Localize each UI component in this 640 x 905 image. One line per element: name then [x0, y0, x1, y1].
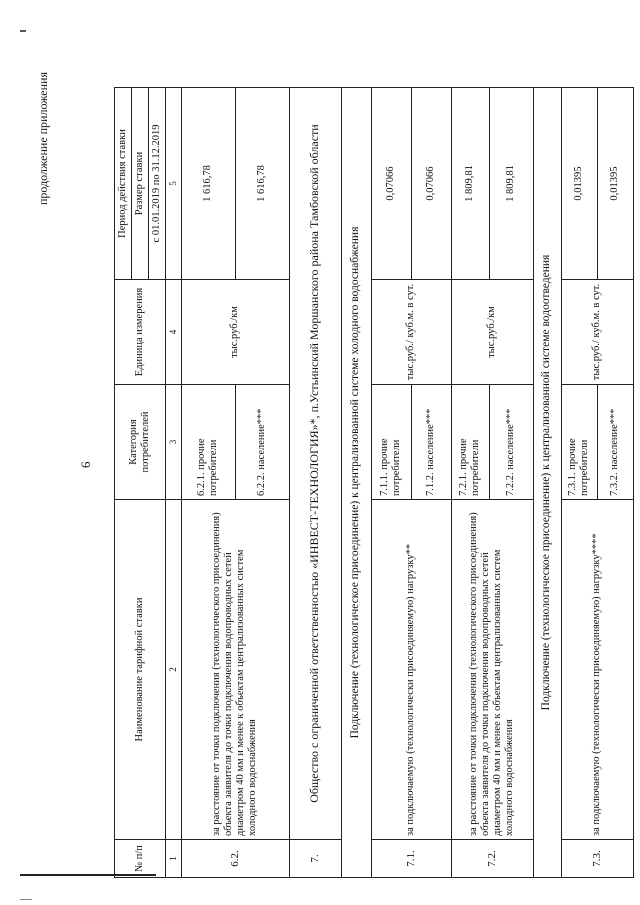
- organization-name: Общество с ограниченной ответственностью «ИНВЕСТ-ТЕХНОЛОГИЯ»*, п.Устьинский Моршанского района Тамбовской области: [289, 88, 341, 840]
- col-index: 4: [166, 280, 181, 385]
- rotated-page: [34, 60, 620, 900]
- col-index: 5: [166, 88, 181, 280]
- row-unit: тыс.руб./км: [451, 280, 533, 385]
- row-num: 7.: [289, 840, 341, 878]
- header-period-dates: с 01.01.2019 по 31.12.2019: [149, 88, 166, 280]
- row-num: 7.1.: [371, 840, 451, 878]
- row-category: 7.1.1. прочие потребители: [371, 385, 411, 500]
- row-category: 7.3.1. прочие потребители: [561, 385, 597, 500]
- table-row: [451, 88, 489, 878]
- row-value: 0,01395: [597, 88, 633, 280]
- header-name: Наименование тарифной ставки: [115, 500, 166, 840]
- table-row: [181, 88, 235, 878]
- section-row: [341, 88, 371, 878]
- row-value: 1 616,78: [235, 88, 289, 280]
- section-water-supply: Подключение (технологическое присоединение) к централизованной системе холодного водоснабжения: [341, 88, 371, 878]
- header-period: Период действия ставки: [115, 88, 132, 280]
- row-category: 7.2.1. прочие потребители: [451, 385, 489, 500]
- row-value: 0,01395: [561, 88, 597, 280]
- row-value: 0,07066: [411, 88, 451, 280]
- row-unit: тыс.руб./км: [181, 280, 289, 385]
- table-row: [371, 88, 411, 878]
- row-value: 1 809,81: [489, 88, 533, 280]
- page-number: 6: [78, 461, 93, 468]
- section-row: [533, 88, 561, 878]
- header-category: Категория потребителей: [115, 385, 166, 500]
- scan-mark-bottom: [20, 899, 32, 900]
- row-name: за подключаемую (технологически присоединяемую) нагрузку**: [371, 500, 451, 840]
- scan-mark-top: [20, 30, 26, 32]
- row-num: 7.3.: [561, 840, 633, 878]
- row-category: 7.2.2. население***: [489, 385, 533, 500]
- organization-row: [289, 88, 341, 878]
- row-unit: тыс.руб./ куб.м. в сут.: [371, 280, 451, 385]
- table-header-row: [115, 88, 132, 878]
- table-row: [561, 88, 597, 878]
- continuation-label: продолжение приложения: [36, 72, 50, 205]
- row-num: 7.2.: [451, 840, 533, 878]
- row-value: 1 616,78: [181, 88, 235, 280]
- row-category: 6.2.2. население***: [235, 385, 289, 500]
- section-wastewater: Подключение (технологическое присоединение) к централизованной системе водоотведения: [533, 88, 561, 878]
- row-category: 7.1.2. население***: [411, 385, 451, 500]
- row-value: 0,07066: [371, 88, 411, 280]
- col-index: 1: [166, 840, 181, 878]
- row-name: за расстояние от точки подключения (технологического присоединения) объекта заявителя до точки подключения водопроводных сетей диаметром 40 мм и менее к объектам централизованных систем холодного водоснабжения: [451, 500, 533, 840]
- col-index: 2: [166, 500, 181, 840]
- row-category: 7.3.2. население***: [597, 385, 633, 500]
- row-unit: тыс.руб./ куб.м. в сут.: [561, 280, 633, 385]
- header-num: № п/п: [115, 840, 166, 878]
- tariff-table: [114, 87, 634, 878]
- bottom-rule: [20, 874, 156, 876]
- header-rate-size: Размер ставки: [132, 88, 149, 280]
- row-num: 6.2.: [181, 840, 289, 878]
- column-index-row: [166, 88, 181, 878]
- col-index: 3: [166, 385, 181, 500]
- row-name: за расстояние от точки подключения (технологического присоединения) объекта заявителя до точки подключения водопроводных сетей диаметром 40 мм и менее к объектам централизованных систем холодного водоснабжения: [181, 500, 289, 840]
- row-name: за подключаемую (технологически присоединяемую) нагрузку****: [561, 500, 633, 840]
- header-unit: Единица измерения: [115, 280, 166, 385]
- row-category: 6.2.1. прочие потребители: [181, 385, 235, 500]
- row-value: 1 809,81: [451, 88, 489, 280]
